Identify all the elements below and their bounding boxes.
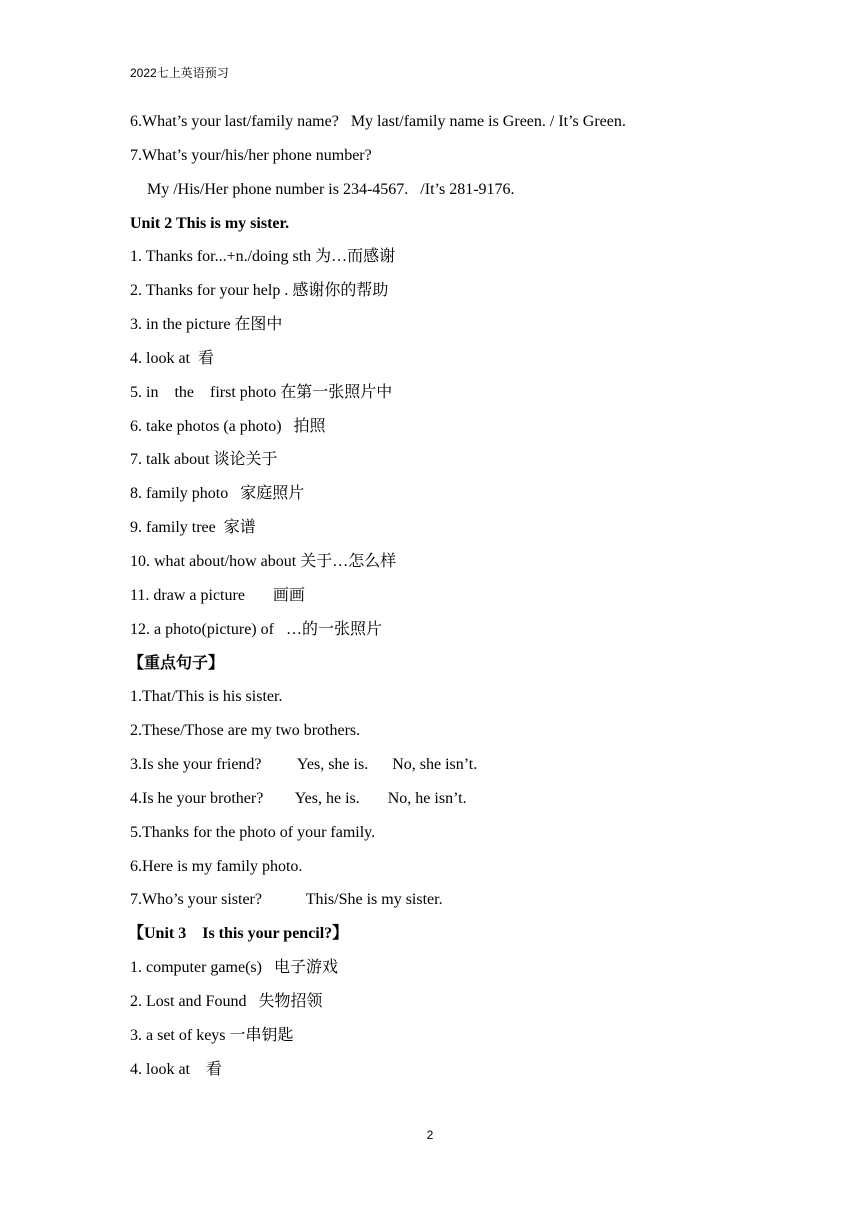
phrase-item: 3. in the picture 在图中 <box>130 316 283 334</box>
sentence-line: 6.Here is my family photo. <box>130 857 303 875</box>
sentence-line: 3.Is she your friend? Yes, she is. No, she isn’t. <box>130 756 478 774</box>
phrase-item: 8. family photo 家庭照片 <box>130 485 305 503</box>
sentence-line: 2.These/Those are my two brothers. <box>130 722 361 740</box>
sentence-line: My /His/Her phone number is 234-4567. /It’s 281-9176. <box>147 180 515 198</box>
phrase-item: 1. computer game(s) 电子游戏 <box>130 959 338 977</box>
section-heading: 【重点句子】 <box>128 654 225 672</box>
phrase-item: 7. talk about 谈论关于 <box>130 451 278 469</box>
phrase-item: 4. look at 看 <box>130 1060 222 1078</box>
phrase-item: 3. a set of keys 一串钥匙 <box>130 1026 294 1044</box>
phrase-item: 9. family tree 家谱 <box>130 519 256 537</box>
page-number: 2 <box>426 1128 434 1142</box>
phrase-item: 5. in the first photo 在第一张照片中 <box>130 383 393 401</box>
phrase-item: 6. take photos (a photo) 拍照 <box>130 417 326 435</box>
phrase-item: 2. Thanks for your help . 感谢你的帮助 <box>130 282 389 300</box>
document-body <box>130 107 770 1088</box>
phrase-item: 12. a photo(picture) of …的一张照片 <box>130 620 382 638</box>
page-header: 2022七上英语预习 <box>130 66 229 80</box>
sentence-line: 7.Who’s your sister? This/She is my sister. <box>130 891 443 909</box>
sentence-line: 6.What’s your last/family name? My last/family name is Green. / It’s Green. <box>130 113 626 130</box>
phrase-item: 4. look at 看 <box>130 349 214 367</box>
sentence-line: 5.Thanks for the photo of your family. <box>130 823 376 841</box>
phrase-item: 10. what about/how about 关于…怎么样 <box>130 552 397 570</box>
phrase-item: 2. Lost and Found 失物招领 <box>130 992 323 1010</box>
phrase-item: 11. draw a picture 画画 <box>130 586 305 604</box>
unit-heading: 【Unit 3 Is this your pencil?】 <box>128 925 349 943</box>
sentence-line: 4.Is he your brother? Yes, he is. No, he isn’t. <box>130 789 467 807</box>
unit-heading: Unit 2 This is my sister. <box>130 214 290 232</box>
sentence-line: 1.That/This is his sister. <box>130 688 283 706</box>
sentence-line: 7.What’s your/his/her phone number? <box>130 146 372 164</box>
phrase-item: 1. Thanks for...+n./doing sth 为…而感谢 <box>130 248 396 266</box>
